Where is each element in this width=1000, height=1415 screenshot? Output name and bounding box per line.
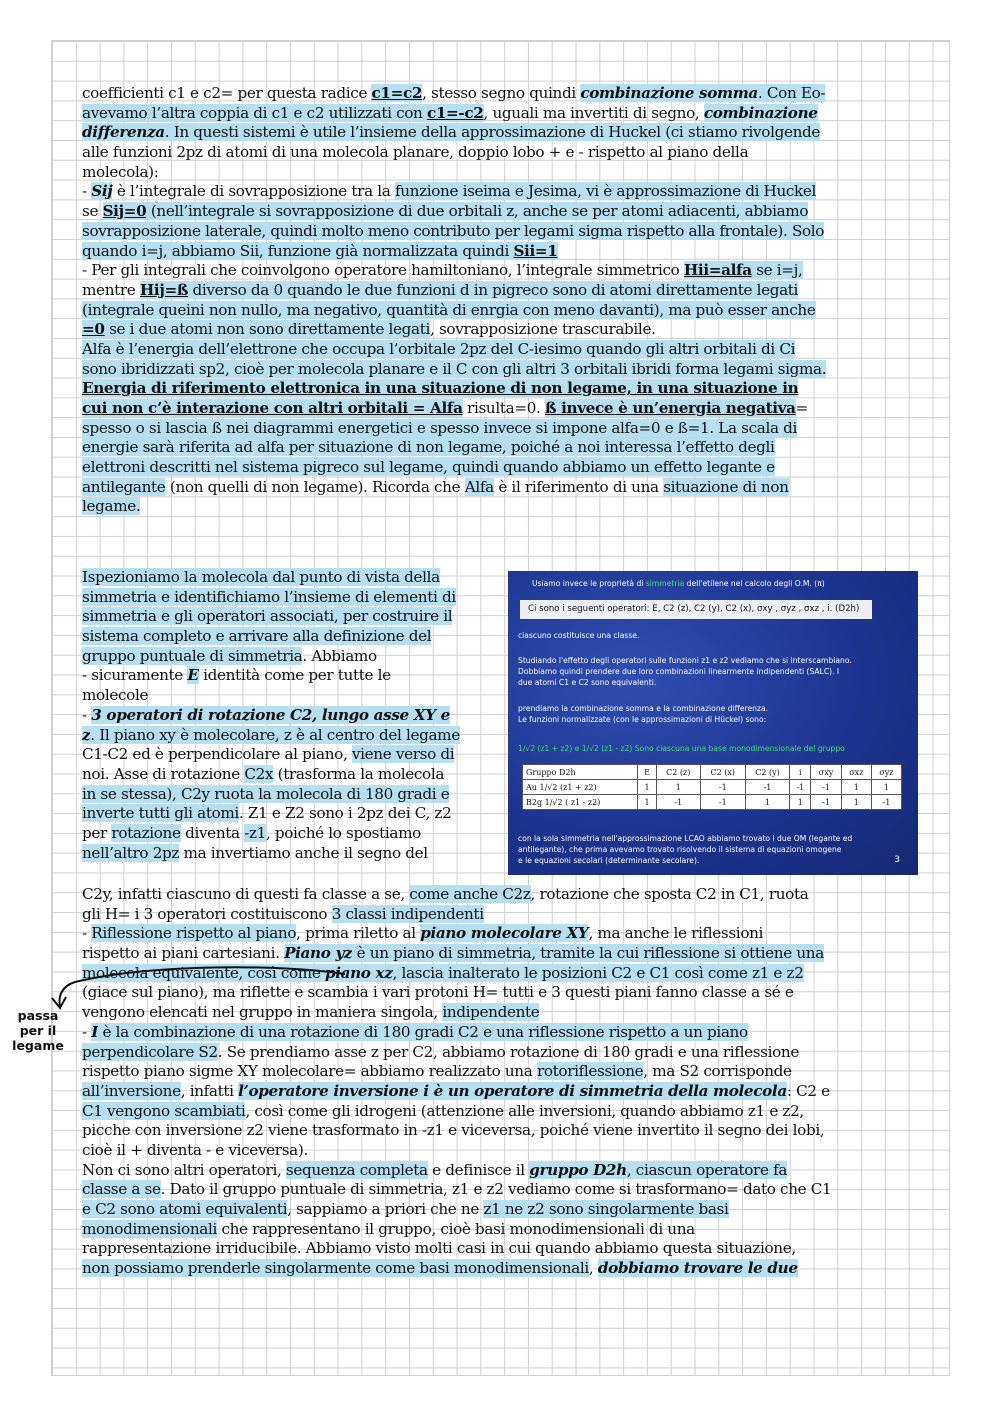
table-cell: B2g 1/√2 ( z1 - z2) (523, 795, 638, 810)
text-segment: . Z1 e Z2 sono i 2pz dei C, z2 (238, 804, 452, 823)
text-segment: rappresentazione irriducibile. Abbiamo visto molti casi in cui quando abbiamo questa situazione, (82, 1239, 796, 1258)
text-segment: molecola equivalente, così come (82, 963, 325, 982)
text-segment: , sappiamo a priori che ne (287, 1200, 484, 1218)
text-segment: C1-C2 ed è perpendicolare al piano, (82, 745, 352, 764)
text-segment: avevamo l’altra coppia di c1 e c2 utilizzati con (82, 103, 427, 122)
table-header-cell: i (790, 765, 811, 780)
slide-page-number: 3 (894, 855, 900, 865)
text-segment: risulta=0. (462, 399, 545, 417)
text-segment: energie sarà riferita ad alfa per situazione di non legame, poiché a noi interessa l’effetto degli (82, 438, 775, 457)
table-cell: 1 (841, 795, 871, 810)
text-segment: , ma anche le riflessioni (588, 924, 764, 943)
slide-title-text: Usiamo invece le proprietà di (532, 579, 646, 588)
text-segment: è il riferimento di una (493, 477, 664, 496)
slide-line-study: Studiando l'effetto degli operatori sulle funzioni z1 e z2 vediamo che si interscambiano. (518, 656, 852, 665)
text-segment: , sovrapposizione trascurabile. (430, 320, 656, 339)
text-segment: diventa (180, 823, 245, 842)
text-segment: Non ci sono altri operatori, (82, 1160, 286, 1179)
text-line (82, 242, 922, 262)
text-segment: , ma S2 corrisponde (643, 1062, 792, 1081)
text-segment: combinazione somma (580, 84, 758, 102)
text-segment: mentre (82, 280, 140, 299)
text-segment: Riflessione rispetto al piano (91, 924, 297, 943)
character-table-header (523, 765, 902, 780)
text-segment: indipendente (442, 1003, 540, 1022)
table-row (523, 795, 902, 810)
text-segment: piano xz (324, 963, 393, 982)
text-line (82, 1220, 922, 1240)
text-line (82, 478, 922, 498)
text-line (82, 202, 922, 222)
text-line (82, 320, 922, 340)
text-segment: cioè il + diventa - e viceversa). (82, 1140, 308, 1159)
text-segment: , (588, 1259, 598, 1278)
text-segment: . Il piano xy è molecolare, z è al centro del legame (90, 725, 460, 744)
text-segment: Piano yz (284, 944, 353, 963)
text-segment: dobbiamo trovare le due (597, 1259, 798, 1278)
text-segment: sovrapposizione laterale, quindi molto meno contributo per legami sigma rispetto alla frontale). Solo (82, 221, 825, 240)
text-line (82, 824, 502, 844)
text-segment: Sii=1 (513, 241, 558, 260)
slide-line-secular: e le equazioni secolari (determinante secolare). (518, 856, 700, 865)
text-segment: = (795, 399, 809, 417)
text-line (82, 1102, 922, 1122)
text-segment: C2y, infatti ciascuno di questi fa classe a se, (82, 885, 410, 903)
table-cell: -1 (790, 780, 811, 795)
text-segment: per (82, 823, 112, 842)
table-header-cell: C2 (z) (656, 765, 700, 780)
slide-line-classes: ciascuno costituisce una classe. (518, 631, 640, 640)
text-segment: perpendicolare S2 (82, 1042, 218, 1061)
table-cell: -1 (871, 795, 901, 810)
slide-line-combinations: Dobbiamo quindi prendere due loro combinazioni linearmente indipendenti (SALC). I (518, 667, 840, 676)
lecture-slide-image (508, 571, 918, 875)
text-segment: vengono elencati nel gruppo in maniera singola, (82, 1003, 443, 1022)
text-line (82, 182, 922, 202)
text-segment: - (82, 924, 92, 943)
text-segment: se (82, 202, 103, 221)
text-line (82, 844, 502, 864)
paragraph-symmetry-operators (82, 885, 922, 1279)
text-line (82, 458, 922, 478)
text-line (82, 143, 922, 163)
text-segment: elettroni descritti nel sistema pigreco sul legame, quindi quando abbiamo un effetto legante e (82, 458, 775, 477)
text-segment: . Dato il gruppo puntuale di simmetria, z1 e z2 vediamo come si trasformano= dato che C1 (160, 1180, 832, 1199)
table-cell: 1 (790, 795, 811, 810)
text-segment: z1 ne z2 sono singolarmente basi (483, 1200, 729, 1218)
text-segment: (trasforma la molecola (273, 764, 445, 783)
text-segment: cui non c’è interazione con altri orbitali = Alfa (82, 399, 463, 417)
table-header-cell: E (638, 765, 656, 780)
text-segment: Alfa è l’energia dell’elettrone che occupa l’orbitale 2pz del C-iesimo quando gli altri orbitali di Ci (82, 339, 796, 358)
table-cell: Au 1/√2 (z1 + z2) (523, 780, 638, 795)
text-line (82, 1141, 922, 1161)
text-segment: molecole (82, 686, 149, 705)
text-segment: all’inversione (82, 1081, 181, 1100)
text-segment: inverte tutti gli atomi (82, 804, 239, 823)
text-line (82, 885, 922, 905)
text-line (82, 123, 922, 143)
text-segment: non possiamo prenderle singolarmente come basi monodimensionali (82, 1259, 589, 1278)
text-segment: piano molecolare XY (420, 924, 589, 943)
text-line (82, 222, 922, 242)
text-segment: gruppo D2h (529, 1160, 627, 1179)
text-segment: , uguali ma invertiti di segno, (483, 103, 704, 122)
text-segment: , poiché lo spostiamo (265, 823, 421, 842)
slide-operators-box: Ci sono i seguenti operatori: E, C2 (z), C2 (y), C2 (x), σxy , σyz , σxz , i. (D2h) (520, 600, 872, 619)
text-line (82, 261, 922, 281)
character-table (522, 764, 902, 810)
text-segment: - Per gli integrali che coinvolgono operatore hamiltoniano, l’integrale simmetrico (82, 261, 684, 280)
text-segment: e C2 sono atomi equivalenti (82, 1200, 288, 1218)
slide-title (532, 579, 825, 589)
text-line (82, 1180, 922, 1200)
text-line (82, 726, 502, 746)
table-cell: 1 (638, 780, 656, 795)
table-cell: -1 (811, 780, 842, 795)
text-segment: antilegante (82, 477, 166, 496)
text-line (82, 360, 922, 380)
text-segment: che rappresentano il gruppo, cioè basi monodimensionali di una (216, 1219, 695, 1238)
text-segment: , prima riletto al (296, 924, 421, 943)
text-segment: =0 (82, 320, 105, 339)
text-segment: rotazione (111, 823, 181, 842)
text-segment: differenza (82, 123, 165, 142)
text-segment: è la combinazione di una rotazione di 180 gradi C2 e una riflessione rispetto a un piano (98, 1022, 748, 1041)
text-line (82, 568, 502, 588)
text-segment: rotoriflessione (536, 1062, 644, 1081)
text-line (82, 163, 922, 183)
text-segment: gruppo puntuale di simmetria (82, 646, 303, 665)
text-line (82, 1023, 922, 1043)
text-segment: alle funzioni 2pz di atomi di una molecola planare, doppio lobo + e - rispetto al piano della (82, 143, 749, 162)
text-line (82, 104, 922, 124)
table-cell: -1 (811, 795, 842, 810)
table-cell: -1 (656, 795, 700, 810)
text-segment: monodimensionali (82, 1219, 217, 1238)
text-segment: simmetria e identifichiamo l’insieme di elementi di (82, 587, 456, 606)
text-segment: (integrale queini non nullo, ma negativo, quantità di enrgia con meno davanti), ma può esser anche (82, 300, 816, 319)
text-segment: gli H= i 3 operatori costituiscono (82, 904, 332, 923)
text-line (82, 627, 502, 647)
text-line (82, 340, 922, 360)
table-header-cell: Gruppo D2h (523, 765, 638, 780)
text-segment: (non quelli di non legame). Ricorda che (165, 477, 465, 496)
text-line (82, 706, 502, 726)
text-segment: , C2y ruota la molecola di 180 gradi e (171, 784, 450, 803)
text-line (82, 497, 922, 517)
text-line (82, 1121, 922, 1141)
text-line (82, 419, 922, 439)
text-segment: Sij (91, 182, 113, 201)
table-header-cell: σyz (871, 765, 901, 780)
text-line (82, 281, 922, 301)
text-line (82, 399, 922, 419)
text-segment: è un piano di simmetria, tramite la cui riflessione si ottiene una (352, 944, 824, 963)
text-segment: Ispezioniamo la molecola dal punto di vista della (82, 568, 440, 586)
text-line (82, 924, 922, 944)
table-header-cell: σxy (811, 765, 842, 780)
text-segment: coefficienti c1 e c2= per questa radice (82, 84, 372, 102)
text-segment: : C2 e (786, 1081, 830, 1100)
text-line (82, 666, 502, 686)
slide-line-normalized: Le funzioni normalizzate (con le approssimazioni di Hückel) sono: (518, 715, 767, 724)
text-line (82, 1082, 922, 1102)
text-segment: rispetto ai piani cartesiani. (82, 944, 285, 963)
text-segment: . Con Eo- (757, 84, 826, 102)
text-segment: C2x (244, 764, 274, 783)
slide-title-accent: simmetria (645, 579, 685, 588)
text-segment: . In questi sistemi è utile l’insieme della approssimazione di Huckel (ci stiamo rivolgende (164, 123, 821, 142)
text-segment: Hij=ß (139, 280, 189, 299)
slide-line-sum-difference: prendiamo la combinazione somma e la combinazione differenza. (518, 704, 769, 713)
table-header-cell: C2 (x) (700, 765, 745, 780)
text-line (82, 379, 922, 399)
text-line (82, 647, 502, 667)
text-segment: , stesso segno quindi (422, 84, 581, 102)
text-segment: 3 classi indipendenti (331, 904, 484, 923)
text-segment: rispetto piano sigme XY molecolare= abbiamo realizzato una (82, 1062, 537, 1081)
text-line (82, 785, 502, 805)
text-segment: ß invece è un’energia negativa (544, 399, 796, 417)
text-segment: - (82, 705, 92, 724)
text-line (82, 804, 502, 824)
text-segment: - (82, 182, 92, 201)
handwritten-arrow-icon (30, 960, 360, 1020)
text-line (82, 1043, 922, 1063)
text-segment: è l’integrale di sovrapposizione tra la (112, 182, 395, 201)
text-line (82, 607, 502, 627)
text-segment: Energia di riferimento elettronica in una situazione di non legame, in una situazione in (82, 379, 799, 398)
text-segment: Alfa (464, 477, 494, 496)
text-segment: legame. (82, 497, 141, 516)
text-segment: combinazione (703, 103, 818, 122)
text-line (82, 84, 922, 104)
slide-line-lcao: con la sola simmetria nell'approssimazione LCAO abbiamo trovato i due OM (legante ed (518, 834, 853, 843)
text-segment: , lascia inalterato le posizioni C2 e C1 così come z1 e z2 (392, 963, 804, 982)
text-segment: se i due atomi non sono direttamente legati (104, 320, 431, 339)
slide-line-equivalent: due atomi C1 e C2 sono equivalenti. (518, 678, 657, 687)
slide-line-antilegante: antilegante), che prima avevamo trovato risolvendo il sistema di equazioni omogene (518, 845, 842, 854)
text-segment: come anche C2z (409, 885, 531, 903)
slide-line-basis: 1/√2 (z1 + z2) e 1/√2 (z1 - z2) Sono ciascuna una base monodimensionale del gruppo (518, 744, 845, 753)
text-segment: (nell’integrale si sovrapposizione di due orbitali z, anche se per atomi adiacenti, abbiamo (146, 202, 809, 221)
text-segment: se i=j, (751, 261, 803, 280)
text-line (82, 438, 922, 458)
table-cell: -1 (700, 795, 745, 810)
slide-title-end: dell'etilene nel calcolo degli O.M. (π) (684, 579, 825, 588)
table-cell: -1 (745, 780, 790, 795)
text-line (82, 588, 502, 608)
text-segment: - (82, 1022, 92, 1041)
text-segment: c1=c2 (371, 84, 423, 102)
text-segment: situazione di non (663, 477, 789, 496)
table-header-cell: σxz (841, 765, 871, 780)
text-segment: - sicuramente (82, 666, 188, 685)
text-segment: l’operatore inversione i è un operatore di simmetria della molecola (238, 1081, 787, 1100)
text-segment: quando i=j, abbiamo Sii, funzione già normalizzata quindi (82, 241, 514, 260)
text-segment: I (91, 1022, 99, 1041)
text-segment: molecola): (82, 162, 159, 181)
text-line (82, 905, 922, 925)
table-cell: 1 (841, 780, 871, 795)
text-segment: simmetria e gli operatori associati, per costruire il (82, 607, 453, 626)
text-segment: noi. Asse di rotazione (82, 764, 245, 783)
text-segment: c1=-c2 (426, 103, 484, 122)
text-line (82, 765, 502, 785)
text-segment: spesso o si lascia ß nei diagrammi energetici e spesso invece si impone alfa=0 e ß=1. La scala di (82, 418, 798, 437)
table-cell: 1 (745, 795, 790, 810)
text-segment: . Abbiamo (302, 646, 377, 665)
text-segment: picche con inversione z2 viene trasformato in -z1 e viceversa, poiché viene invertito il segno dei lobi, (82, 1121, 825, 1140)
text-segment: -z1 (244, 823, 266, 842)
text-segment: diverso da 0 quando le due funzioni d in pigreco sono di atomi direttamente legati (188, 280, 799, 299)
text-segment: , ciascun operatore fa (626, 1160, 788, 1179)
text-line (82, 1062, 922, 1082)
text-line (82, 1161, 922, 1181)
text-segment: Hii=alfa (683, 261, 752, 280)
text-segment: z (82, 725, 91, 744)
table-cell: 1 (656, 780, 700, 795)
text-segment: classe a se (82, 1180, 161, 1199)
paragraph-symmetry-inspection (82, 568, 502, 863)
paragraph-huckel-approximation (82, 84, 922, 517)
text-segment: , rotazione che sposta C2 in C1, ruota (530, 885, 809, 903)
text-segment: e definisce il (427, 1160, 530, 1179)
text-segment: Sij=0 (102, 202, 147, 221)
text-line (82, 686, 502, 706)
text-line (82, 745, 502, 765)
table-cell: 1 (871, 780, 901, 795)
text-segment: C1 vengono scambiati (82, 1101, 246, 1120)
text-segment: viene verso di (351, 745, 455, 764)
text-segment: sistema completo e arrivare alla definizione del (82, 627, 432, 646)
annotation-line: passa (17, 1008, 59, 1023)
handwritten-annotation (2, 1008, 74, 1053)
text-segment: in se stessa) (82, 784, 172, 803)
text-segment: , infatti (180, 1081, 239, 1100)
table-cell: 1 (638, 795, 656, 810)
text-segment: . Se prendiamo asse z per C2, abbiamo rotazione di 180 gradi e una riflessione (217, 1042, 799, 1061)
table-cell: -1 (700, 780, 745, 795)
text-line (82, 1200, 922, 1220)
text-segment: sono ibridizzati sp2, cioè per molecola planare e il C con gli altri 3 orbitali ibridi forma legami sigma. (82, 359, 827, 378)
text-segment: identità come per tutte le (198, 666, 391, 685)
text-segment: , vi è approssimazione di Huckel (577, 182, 817, 201)
text-segment: , così come gli idrogeni (attenzione alle inversioni, quando abbiamo z1 e z2, (245, 1101, 804, 1120)
text-line (82, 301, 922, 321)
table-row (523, 780, 902, 795)
text-segment: funzione iseima e Jesima (394, 182, 578, 201)
text-segment: nell’altro 2pz (82, 843, 180, 862)
table-header-cell: C2 (y) (745, 765, 790, 780)
text-line (82, 1239, 922, 1259)
text-segment: (giace sul piano), ma riflette e scambia i vari protoni H= tutti e 3 questi piani fanno classe a sé e (82, 983, 794, 1002)
text-line (82, 1259, 922, 1279)
annotation-line: legame (12, 1038, 64, 1053)
text-segment: ma invertiamo anche il segno del (179, 843, 428, 862)
text-segment: 3 operatori di rotazione C2, lungo asse XY e (91, 705, 450, 724)
text-segment: E (187, 666, 199, 685)
text-segment: sequenza completa (285, 1160, 428, 1179)
annotation-line: per il (19, 1023, 57, 1038)
